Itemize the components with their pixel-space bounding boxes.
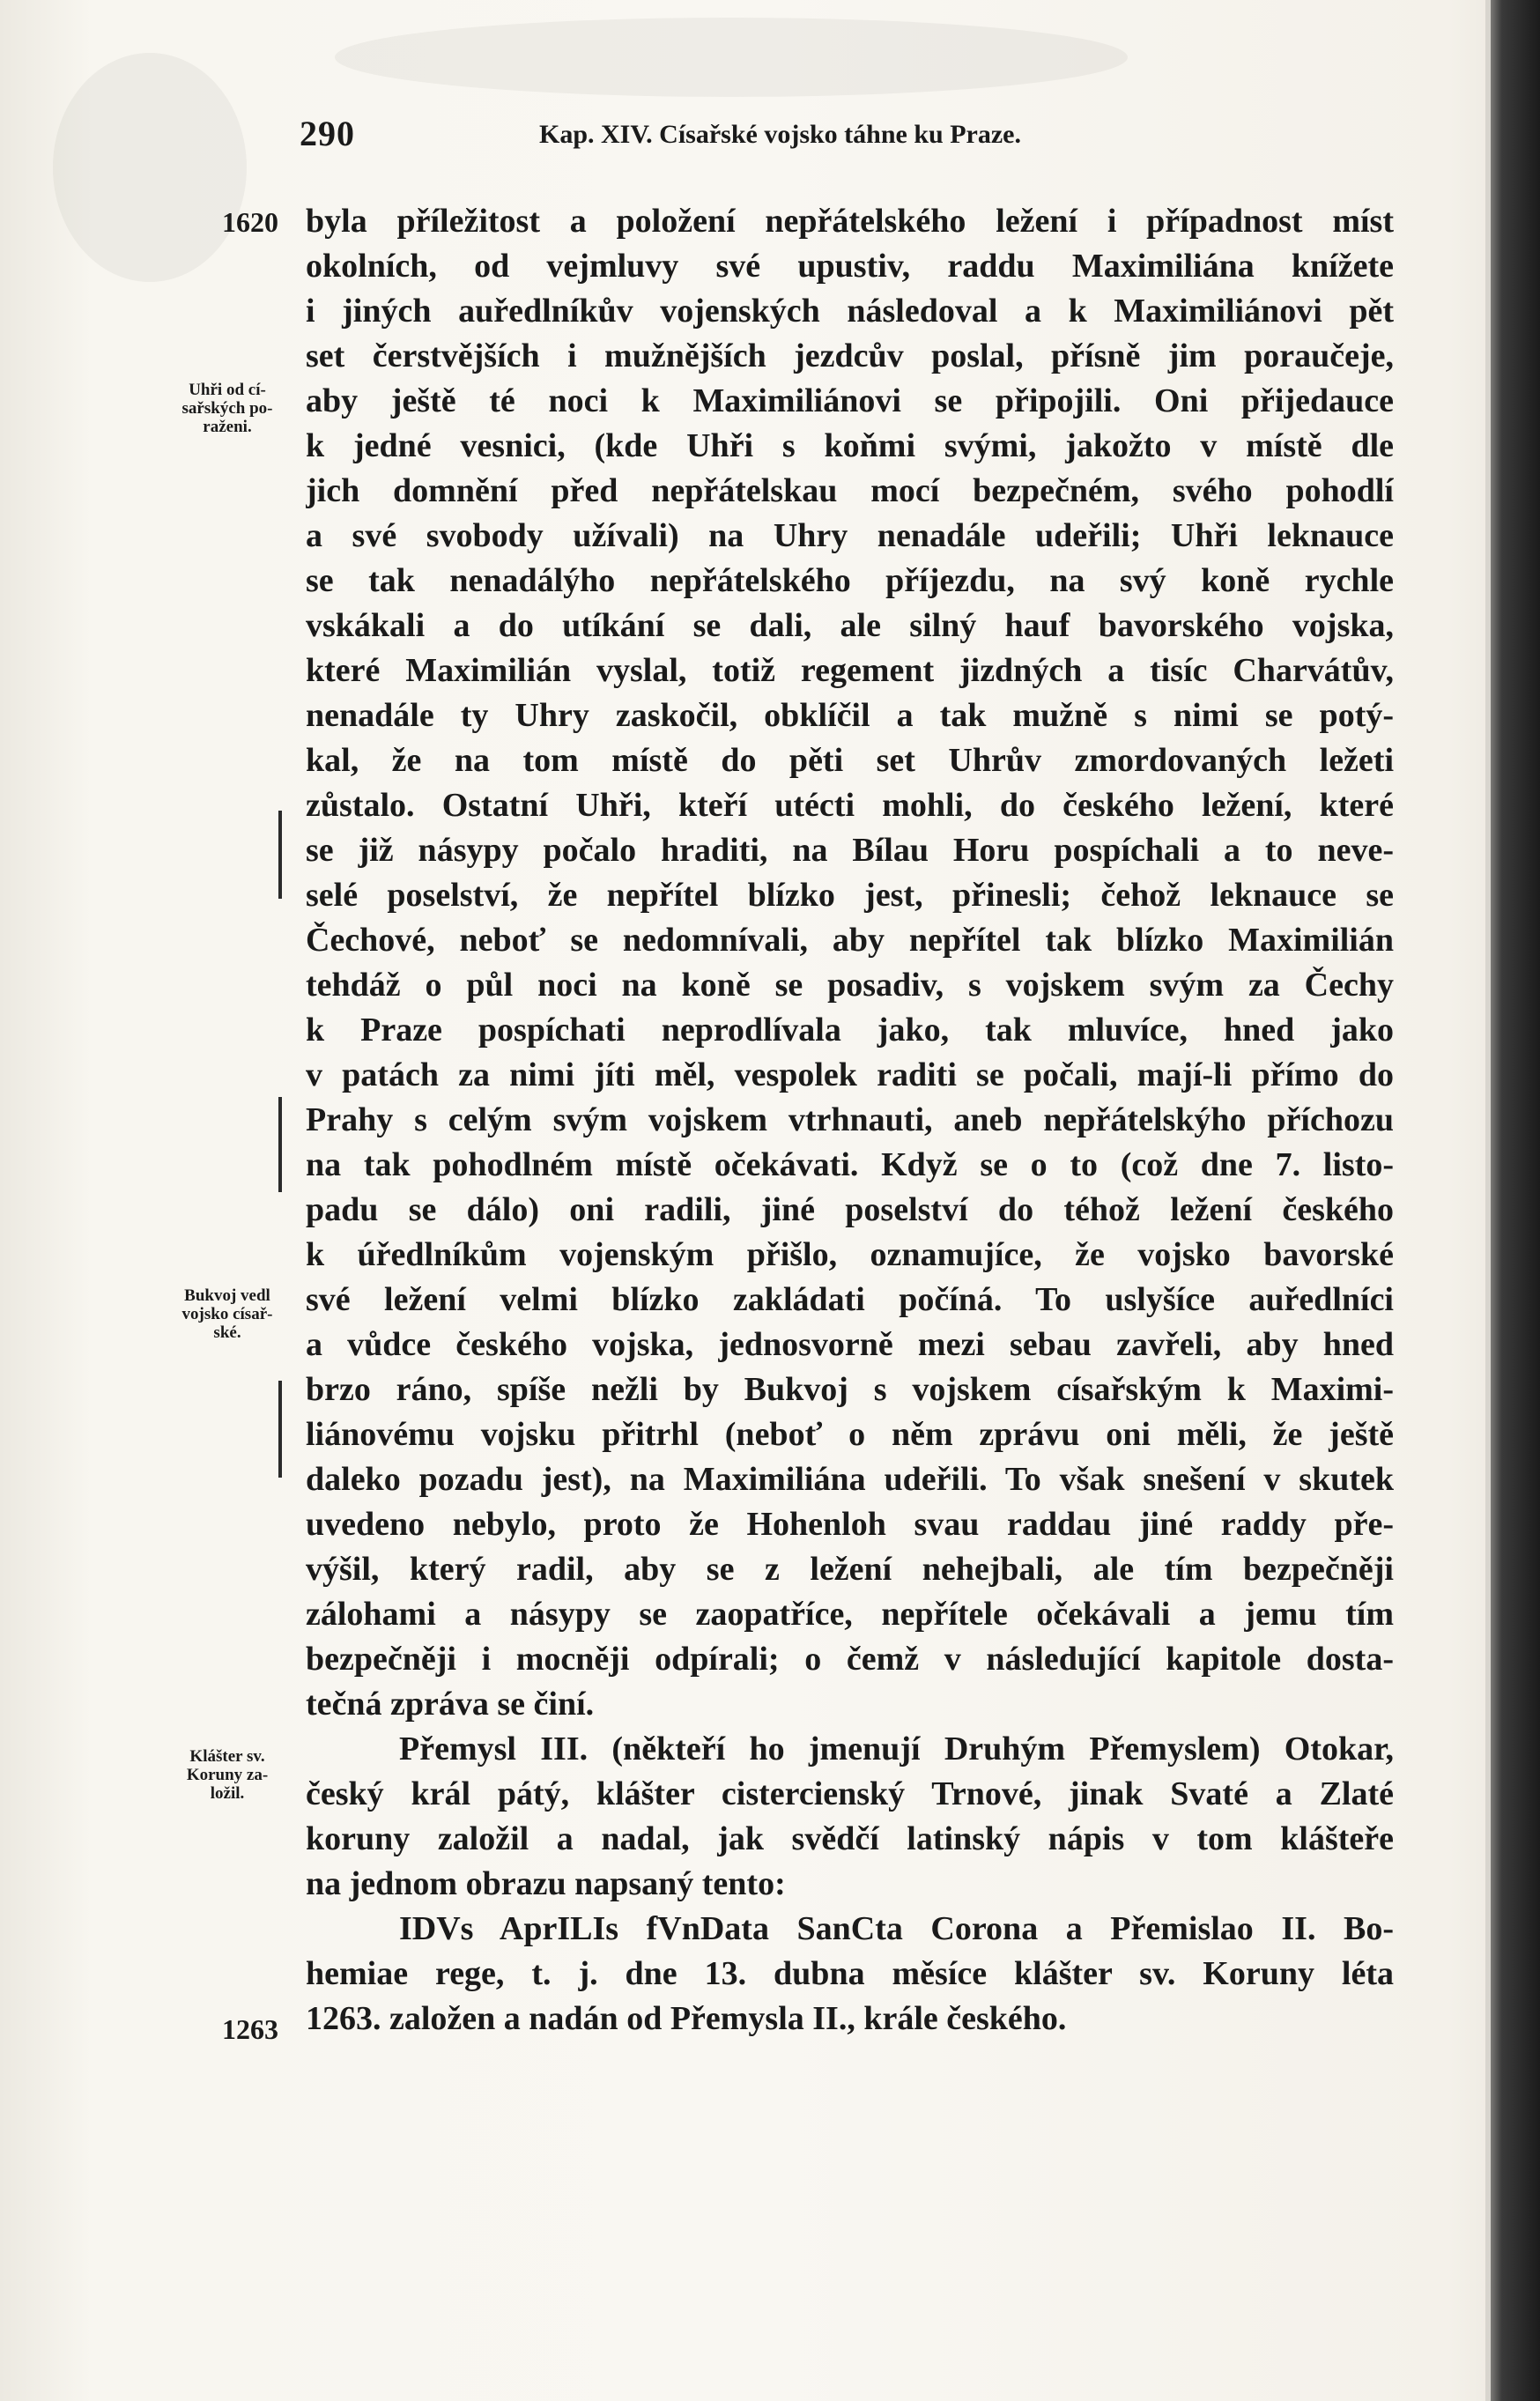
text-line: vskákali a do utíkání se dali, ale silný hauf bavorského vojska, bbox=[306, 607, 1394, 644]
scan-border bbox=[1485, 0, 1540, 2401]
margin-note-line: Koruny za- bbox=[186, 1766, 269, 1784]
body-text bbox=[306, 199, 1394, 2042]
pencil-mark bbox=[278, 811, 282, 899]
text-line: k Praze pospíchati neprodlívala jako, tak mluvíce, hned jako bbox=[306, 1012, 1394, 1049]
margin-note bbox=[157, 1747, 298, 1803]
scan-smudge bbox=[53, 53, 247, 282]
page-number: 290 bbox=[300, 114, 355, 153]
pencil-mark bbox=[278, 1097, 282, 1192]
text-line: kal, že na tom místě do pěti set Uhrův zmordovaných ležeti bbox=[306, 742, 1394, 779]
text-line: své ležení velmi blízko zakládati počíná. To uslyšíce auředlníci bbox=[306, 1281, 1394, 1318]
text-line: výšil, který radil, aby se z ležení nehejbali, ale tím bezpečněji bbox=[306, 1551, 1394, 1588]
margin-note-line: raženi. bbox=[203, 418, 252, 436]
text-line: a své svobody užívali) na Uhry nenadále udeřili; Uhři leknauce bbox=[306, 517, 1394, 554]
text-line: Prahy s celým svým vojskem vtrhnauti, aneb nepřátelskýho příchozu bbox=[306, 1101, 1394, 1138]
margin-note-line: Uhři od cí- bbox=[189, 381, 266, 399]
text-line: na jednom obrazu napsaný tento: bbox=[306, 1865, 786, 1902]
text-line: daleko pozadu jest), na Maximiliána udeřili. To však snešení v skutek bbox=[306, 1461, 1394, 1498]
margin-note-line: ložil. bbox=[210, 1784, 245, 1803]
text-line: na tak pohodlném místě očekávati. Když se o to (což dne 7. listo- bbox=[306, 1146, 1394, 1183]
text-line: byla příležitost a položení nepřátelského ležení i případnost míst bbox=[306, 203, 1394, 240]
text-line: nenadále ty Uhry zaskočil, obklíčil a tak mužně s nimi se potý- bbox=[306, 697, 1394, 734]
text-line: zůstalo. Ostatní Uhři, kteří utécti mohli, do českého ležení, které bbox=[306, 787, 1394, 824]
text-line: Přemysl III. (někteří ho jmenují Druhým Přemyslem) Otokar, bbox=[399, 1730, 1394, 1767]
text-line: k jedné vesnici, (kde Uhři s koňmi svými, jakožto v místě dle bbox=[306, 427, 1394, 464]
text-line: okolních, od vejmluvy své upustiv, raddu Maximiliána knížete bbox=[306, 248, 1394, 285]
text-line: 1263. založen a nadán od Přemysla II., krále českého. bbox=[306, 2000, 1067, 2037]
text-line: zálohami a násypy se zaopatříce, nepřítele očekávali a jemu tím bbox=[306, 1596, 1394, 1633]
text-line: k úředlníkům vojenským přišlo, oznamujíce, že vojsko bavorské bbox=[306, 1236, 1394, 1273]
scan-smudge bbox=[335, 18, 1128, 97]
text-line: liánovému vojsku přitrhl (neboť o něm zprávu oni měli, že ještě bbox=[306, 1416, 1394, 1453]
text-line: bezpečněji i mocněji odpírali; o čemž v následující kapitole dosta- bbox=[306, 1641, 1394, 1678]
margin-note-line: Klášter sv. bbox=[189, 1747, 265, 1766]
text-line: uvedeno nebylo, proto že Hohenloh svau raddau jiné raddy pře- bbox=[306, 1506, 1394, 1543]
text-line: i jiných auředlníkův vojenských následoval a k Maximiliánovi pět bbox=[306, 293, 1394, 330]
text-line: a vůdce českého vojska, jednosvorně mezi sebau zavřeli, aby hned bbox=[306, 1326, 1394, 1363]
margin-note-line: Bukvoj vedl bbox=[184, 1286, 270, 1305]
margin-year: 1263 bbox=[222, 2013, 278, 2045]
text-line: které Maximilián vyslal, totiž regement jizdných a tisíc Charvátův, bbox=[306, 652, 1394, 689]
text-line: se již násypy počalo hraditi, na Bílau Horu pospíchali a to neve- bbox=[306, 832, 1394, 869]
text-line: selé poselství, že nepřítel blízko jest, přinesli; čehož leknauce se bbox=[306, 877, 1394, 914]
text-line: IDVs AprILIs fVnData SanCta Corona a Přemislao II. Bo- bbox=[399, 1910, 1394, 1947]
pencil-mark bbox=[278, 1381, 282, 1478]
text-line: set čerstvějších i mužnějších jezdcův poslal, přísně jim poraučeje, bbox=[306, 337, 1394, 374]
margin-note bbox=[157, 1286, 298, 1342]
text-line: jich domnění před nepřátelskau mocí bezpečném, svého pohodlí bbox=[306, 472, 1394, 509]
text-line: brzo ráno, spíše nežli by Bukvoj s vojskem císařským k Maximi- bbox=[306, 1371, 1394, 1408]
text-line: aby ještě té noci k Maximiliánovi se připojili. Oni přijedauce bbox=[306, 382, 1394, 419]
text-line: tehdáž o půl noci na koně se posadiv, s vojskem svým za Čechy bbox=[306, 967, 1394, 1004]
text-line: hemiae rege, t. j. dne 13. dubna měsíce klášter sv. Koruny léta bbox=[306, 1955, 1394, 1992]
text-line: Čechové, neboť se nedomnívali, aby nepřítel tak blízko Maximilián bbox=[306, 922, 1394, 959]
text-line: se tak nenadálýho nepřátelského příjezdu, na svý koně rychle bbox=[306, 562, 1394, 599]
text-line: tečná zpráva se činí. bbox=[306, 1686, 595, 1723]
margin-note bbox=[157, 381, 298, 436]
margin-note-line: sařských po- bbox=[181, 399, 273, 418]
margin-note-line: ské. bbox=[213, 1323, 241, 1342]
text-line: koruny založil a nadal, jak svědčí latinský nápis v tom klášteře bbox=[306, 1820, 1394, 1857]
running-title: Kap. XIV. Císařské vojsko táhne ku Praze. bbox=[539, 120, 1021, 149]
margin-year: 1620 bbox=[222, 206, 278, 238]
text-line: v patách za nimi jíti měl, vespolek raditi se počali, mají-li přímo do bbox=[306, 1056, 1394, 1093]
margin-note-line: vojsko císař- bbox=[181, 1305, 273, 1323]
text-line: padu se dálo) oni radili, jiné poselství do téhož ležení českého bbox=[306, 1191, 1394, 1228]
page-header bbox=[300, 113, 1181, 157]
text-line: český král pátý, klášter cistercienský Trnové, jinak Svaté a Zlaté bbox=[306, 1775, 1394, 1812]
